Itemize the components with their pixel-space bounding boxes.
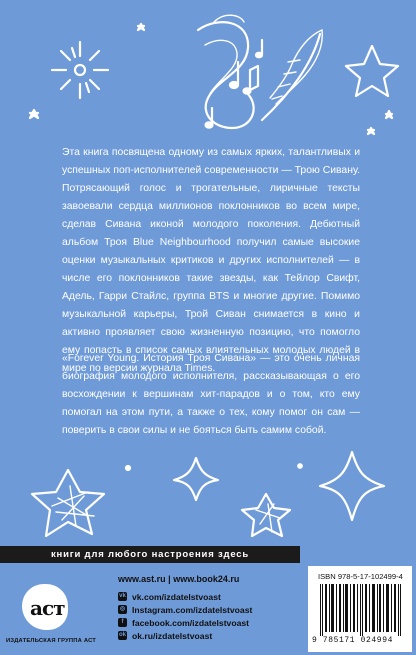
facebook-icon: f	[118, 618, 127, 627]
instagram-icon: ◎	[119, 606, 126, 612]
isbn-label: ISBN 978-5-17-102499-4	[318, 572, 403, 581]
scribbled-star-icon	[32, 470, 104, 536]
social-link-text: ok.ru/izdatelstvoast	[132, 630, 213, 641]
scribbled-star-icon	[242, 494, 290, 536]
slogan-banner: книги для любого настроения здесь	[0, 546, 300, 563]
logo-text: аст	[30, 596, 65, 620]
description-paragraph-1	[62, 144, 360, 378]
star-icon	[346, 46, 398, 96]
social-link-text: facebook.com/izdatelstvoast	[132, 617, 250, 628]
feather-icon	[262, 30, 322, 120]
small-star-icon	[138, 24, 144, 30]
social-link	[118, 616, 252, 629]
social-link	[118, 629, 252, 642]
publisher-websites: www.ast.ru | www.book24.ru	[118, 574, 240, 584]
publisher-caption: ИЗДАТЕЛЬСКАЯ ГРУППА АСТ	[6, 638, 97, 644]
isbn-barcode-box	[308, 566, 412, 652]
social-link-text: Instagram.com/izdatelstvoast	[132, 604, 253, 615]
description-text: «Forever Young. История Троя Сивана» — это очень личная биография молодого исполнителя, рассказывающая о его восхождении к вершинам хит-парадов и о том, кто ему помогал на этом пути, а также о тех, кому помог он сам — поверить в свои силы и не бояться быть самим собой.	[62, 353, 360, 436]
odnoklassniki-icon: ok	[118, 632, 126, 638]
music-notes-icon	[198, 15, 262, 128]
social-link-text: vk.com/izdatelstvoast	[132, 591, 221, 602]
star-icon	[174, 458, 218, 500]
description-paragraph-2	[62, 350, 360, 440]
ast-logo	[22, 584, 68, 630]
vk-icon: vk	[119, 593, 126, 599]
sparkle-burst-icon	[52, 42, 108, 98]
small-star-icon	[386, 111, 392, 118]
social-links	[118, 590, 252, 642]
social-link	[118, 590, 252, 603]
social-link	[118, 603, 252, 616]
small-star-icon	[368, 128, 374, 134]
publisher-footer	[0, 566, 416, 655]
small-star-icon	[30, 110, 38, 118]
barcode-icon	[318, 584, 404, 636]
barcode-number: 9 785171 024994	[312, 636, 394, 645]
description-text: Эта книга посвящена одному из самых ярких, талантливых и успешных поп-исполнителей современности — Трою Сивану. Потрясающий голос и трогательные, лиричные тексты завоевали сердца миллионов поклонников во всем мире, сделав Сивана иконой молодого поколения. Дебютный альбом Троя Blue Neighbourhood получил самые высокие оценки музыкальных критиков и других исполнителей — в числе его поклонников такие звезды, как Тейлор Свифт, Адель, Гарри Стайлс, группа BTS и многие другие. Помимо музыкальной карьеры, Трой Сиван снимается в кино и активно проявляет свою жизненную позицию, что помогло ему попасть в список самых влиятельных молодых людей в мире по версии журнала Times.	[62, 147, 360, 374]
star-icon	[320, 452, 384, 520]
